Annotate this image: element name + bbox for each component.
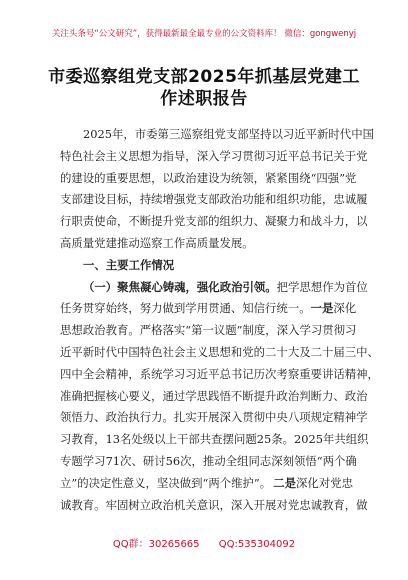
title-line-2: 作述职报告 [160,89,248,109]
title-line-1: 市委巡察组党支部2025年抓基层党建工 [48,67,360,87]
intro-line: 的建设的重要思想，以政治建设为统领，紧紧围绕“四强”党 [60,170,357,185]
body-line: 领悟力、政治执行力。扎实开展深入贯彻中央八项规定精神学 [60,410,368,425]
body-text: 深化对党忠 [296,475,353,490]
body-line: 思想政治教育。严格落实“第一议题”制度，深入学习贯彻习 [60,323,357,338]
intro-line: 2025年，市委第三巡察组党支部坚持以习近平新时代中国 [83,127,374,141]
intro-line: 行职责使命，不断提升党支部的组织力、凝聚力和战斗力，以 [60,214,368,229]
footer-contact [0,535,408,550]
body-line [60,473,353,495]
document-title [0,66,408,110]
inline-bold: 一是 [310,301,334,316]
body-line: 近平新时代中国特色社会主义思想和党的二十大及二十届三中、 [60,344,379,359]
body-line: 四中全会精神，系统学习习近平总书记历次考察重要讲话精神， [60,366,379,381]
body-line: 专题学习71次、研讨56次，推动全组同志深刻领悟“两个确 [60,453,357,468]
intro-line: 高质量党建推动巡察工作高质量发展。 [60,235,254,250]
body-line: 诚教育。牢固树立政治机关意识，深入开展对党忠诚教育，做 [60,497,368,512]
body-line: 习教育，13名处级以上干部共查摆问题25条。2025年共组织 [60,432,369,447]
body-line: 准确把握核心要义，通过学思践悟不断提升政治判断力、政治 [60,388,368,403]
document-body [60,124,379,516]
body-text: 立”的决定性意义，坚决做到“两个维护”。 [60,475,272,490]
body-text: 深化 [333,301,357,316]
body-text: 任务贯穿始终，努力做到学用贯通、知信行统一。 [60,301,311,316]
subsection-line [60,277,368,299]
subsection-lead: （一）聚焦凝心铸魂，强化政治引领。 [83,279,277,294]
intro-line: 支部建设目标，持续增强党支部政治功能和组织功能，忠诚履 [60,192,368,207]
inline-bold: 二是 [273,475,297,490]
intro-line: 特色社会主义思想为指导，深入学习贯彻习近平总书记关于党 [60,148,368,163]
body-line [60,298,357,320]
header-promo-note: 关注头条号“公文研究”，获得最新最全最专业的公文资料库！ 微信：gongwenyj [51,29,357,39]
footer-qq: QQ:535304092 [218,539,296,550]
section-heading: 一、主要工作情况 [83,257,175,272]
footer-qq-group: QQ群：30265665 [112,539,200,550]
subsection-text: 把学思想作为首位 [276,279,368,294]
